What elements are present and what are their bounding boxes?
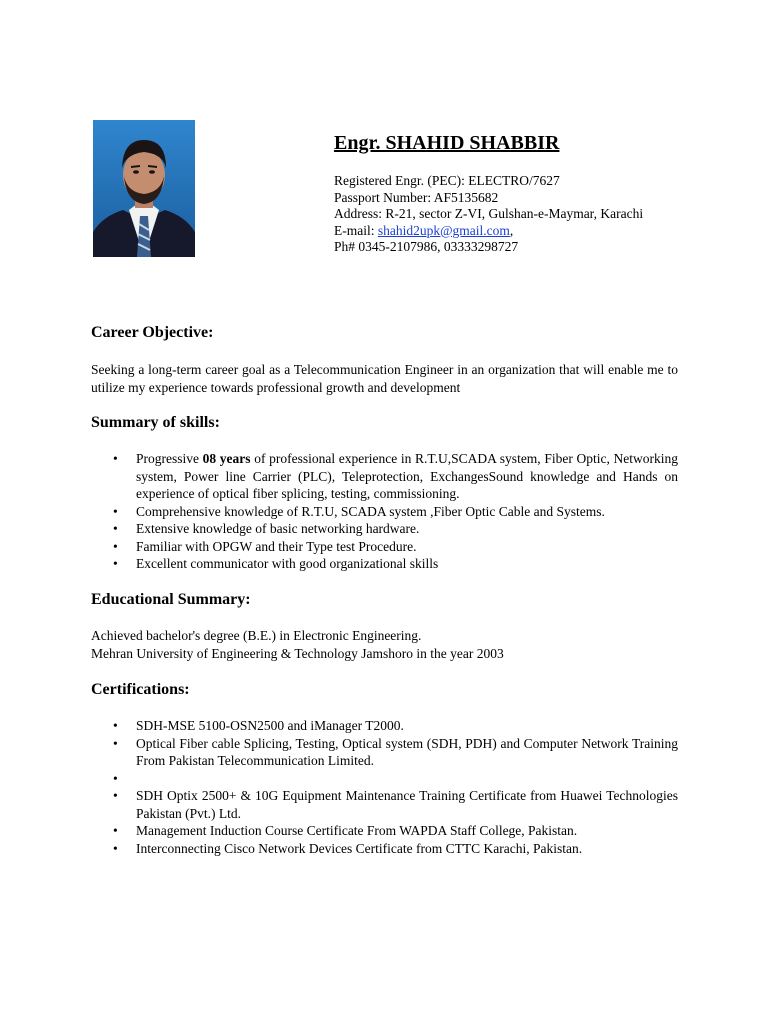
- bullet: •: [113, 451, 118, 466]
- education-heading: Educational Summary:: [91, 591, 251, 608]
- bullet: •: [113, 556, 118, 571]
- profile-photo-portrait: [93, 120, 195, 257]
- skills-list: [91, 450, 678, 573]
- bullet: •: [113, 788, 118, 803]
- education-line: Mehran University of Engineering & Technology Jamshoro in the year 2003: [91, 646, 504, 661]
- bullet: •: [113, 840, 118, 856]
- years-highlight: 08 years: [202, 451, 251, 466]
- certification-item: • SDH-MSE 5100-OSN2500 and iManager T2000.: [113, 718, 404, 733]
- career-objective-text: Seeking a long-term career goal as a Telecommunication Engineer in an organization that will enable me to utilize my experience towards professional growth and development: [91, 362, 678, 395]
- certification-item: • Interconnecting Cisco Network Devices Certificate from CTTC Karachi, Pakistan.: [113, 840, 583, 856]
- certification-item: • Management Induction Course Certificate From WAPDA Staff College, Pakistan.: [113, 823, 578, 838]
- profile-photo: [93, 120, 195, 257]
- certification-item: • Optical Fiber cable Splicing, Testing, Optical system (SDH, PDH) and Computer Network Training From Pakistan Telecommunication Limited.: [113, 735, 678, 768]
- skills-item: • Extensive knowledge of basic networking hardware.: [113, 521, 420, 536]
- email-line: [334, 223, 754, 240]
- bullet: •: [113, 735, 118, 751]
- email-link[interactable]: shahid2upk@gmail.com: [377, 222, 510, 238]
- contact-block: [334, 173, 754, 256]
- email-suffix: ,: [509, 222, 514, 238]
- bullet: •: [113, 521, 118, 536]
- registration-line: Registered Engr. (PEC): ELECTRO/7627: [334, 173, 560, 188]
- certifications-list: [91, 717, 678, 857]
- bullet: •: [113, 503, 118, 519]
- certification-item: [91, 770, 678, 788]
- skills-heading: Summary of skills:: [91, 414, 220, 431]
- email-prefix: E-mail:: [334, 222, 378, 238]
- bullet: •: [113, 823, 118, 838]
- bullet: •: [113, 770, 118, 786]
- certifications-heading: Certifications:: [91, 681, 190, 698]
- education-text: [91, 627, 678, 663]
- resume-header: [334, 130, 754, 256]
- certification-item: • SDH Optix 2500+ & 10G Equipment Maintenance Training Certificate from Huawei Technologies Pakistan (Pvt.) Ltd.: [113, 788, 678, 821]
- skills-item: • Familiar with OPGW and their Type test Procedure.: [113, 538, 417, 554]
- skills-item: • Progressive 08 years of professional experience in R.T.U,SCADA system, Fiber Optic, Networking system, Power line Carrier (PLC), Teleprotection, ExchangesSound knowledge and Hands on experience of optical fiber splicing, testing, commissioning.: [113, 451, 678, 501]
- bullet: •: [113, 538, 118, 554]
- address-line: Address: R-21, sector Z-VI, Gulshan-e-Maymar, Karachi: [334, 206, 644, 221]
- education-line: Achieved bachelor's degree (B.E.) in Electronic Engineering.: [91, 628, 422, 643]
- skills-item: • Comprehensive knowledge of R.T.U, SCADA system ,Fiber Optic Cable and Systems.: [113, 503, 605, 519]
- bullet: •: [113, 718, 118, 733]
- career-objective-heading: Career Objective:: [91, 324, 214, 341]
- passport-line: Passport Number: AF5135682: [334, 189, 499, 205]
- candidate-name: Engr. SHAHID SHABBIR: [334, 132, 560, 154]
- skills-item: • Excellent communicator with good organizational skills: [113, 556, 439, 571]
- phone-line: Ph# 0345-2107986, 03333298727: [334, 239, 519, 254]
